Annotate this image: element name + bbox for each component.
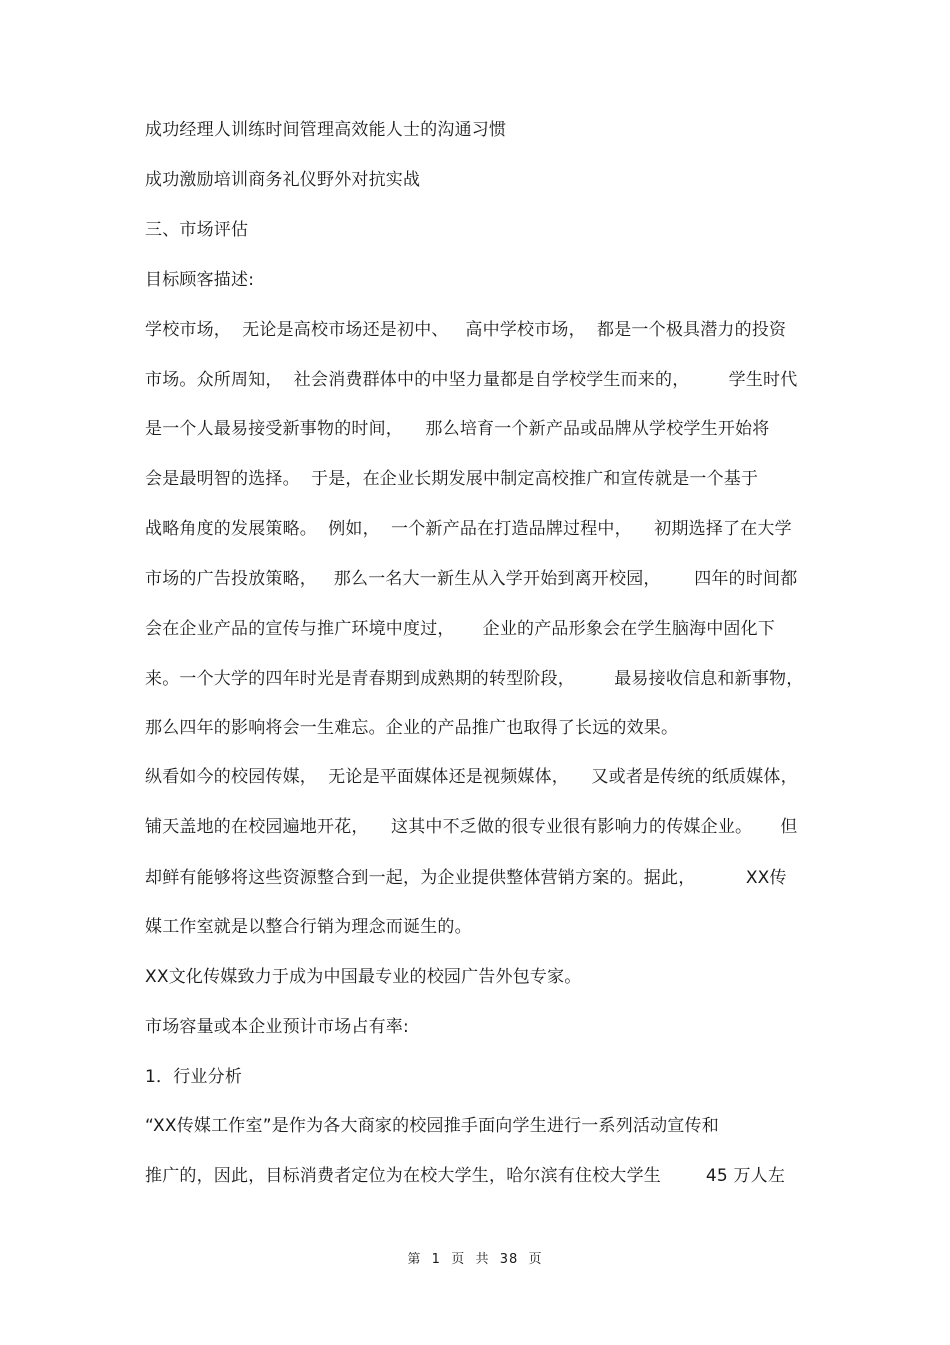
subheading: 1．行业分析 xyxy=(145,1067,243,1087)
text-line: “XX传媒工作室”是作为各大商家的校园推手面向学生进行一系列活动宣传和 xyxy=(145,1116,719,1136)
subheading: 目标顾客描述: xyxy=(145,270,255,290)
text-line: 那么四年的影响将会一生难忘。企业的产品推广也取得了长远的效果。 xyxy=(145,718,679,738)
text-line: XX文化传媒致力于成为中国最专业的校园广告外包专家。 xyxy=(145,967,582,987)
text-line: 战略角度的发展策略。 例如， 一个新产品在打造品牌过程中， 初期选择了在大学 xyxy=(145,519,792,539)
text-line: 会是最明智的选择。 于是，在企业长期发展中制定高校推广和宣传就是一个基于 xyxy=(145,469,759,489)
text-line: 纵看如今的校园传媒， 无论是平面媒体还是视频媒体， 又或者是传统的纸质媒体， xyxy=(145,767,798,787)
text-line: 会在企业产品的宣传与推广环境中度过， 企业的产品形象会在学生脑海中固化下 xyxy=(145,619,776,639)
text-line: 媒工作室就是以整合行销为理念而诞生的。 xyxy=(145,917,472,937)
text-line: 成功经理人训练时间管理高效能人士的沟通习惯 xyxy=(145,120,507,140)
text-line: 来。一个大学的四年时光是青春期到成熟期的转型阶段， 最易接收信息和新事物， xyxy=(145,669,804,689)
text-line: 铺天盖地的在校园遍地开花， 这其中不乏做的很专业很有影响力的传媒企业。 但 xyxy=(145,817,798,837)
text-line: 市场的广告投放策略， 那么一名大一新生从入学开始到离开校园， 四年的时间都 xyxy=(145,569,798,589)
section-heading: 三、市场评估 xyxy=(145,220,249,240)
page-number-footer: 第 1 页 共 38 页 xyxy=(407,1252,543,1267)
text-line: 推广的，因此，目标消费者定位为在校大学生，哈尔滨有住校大学生 45 万人左 xyxy=(145,1166,786,1186)
text-line: 是一个人最易接受新事物的时间， 那么培育一个新产品或品牌从学校学生开始将 xyxy=(145,419,770,439)
subheading: 市场容量或本企业预计市场占有率: xyxy=(145,1017,409,1037)
text-line: 却鲜有能够将这些资源整合到一起，为企业提供整体营销方案的。据此， XX传 xyxy=(145,868,787,888)
text-line: 市场。众所周知， 社会消费群体中的中坚力量都是自学校学生而来的， 学生时代 xyxy=(145,370,798,390)
text-line: 成功激励培训商务礼仪野外对抗实战 xyxy=(145,170,421,190)
text-line: 学校市场， 无论是高校市场还是初中、 高中学校市场， 都是一个极具潜力的投资 xyxy=(145,320,787,340)
